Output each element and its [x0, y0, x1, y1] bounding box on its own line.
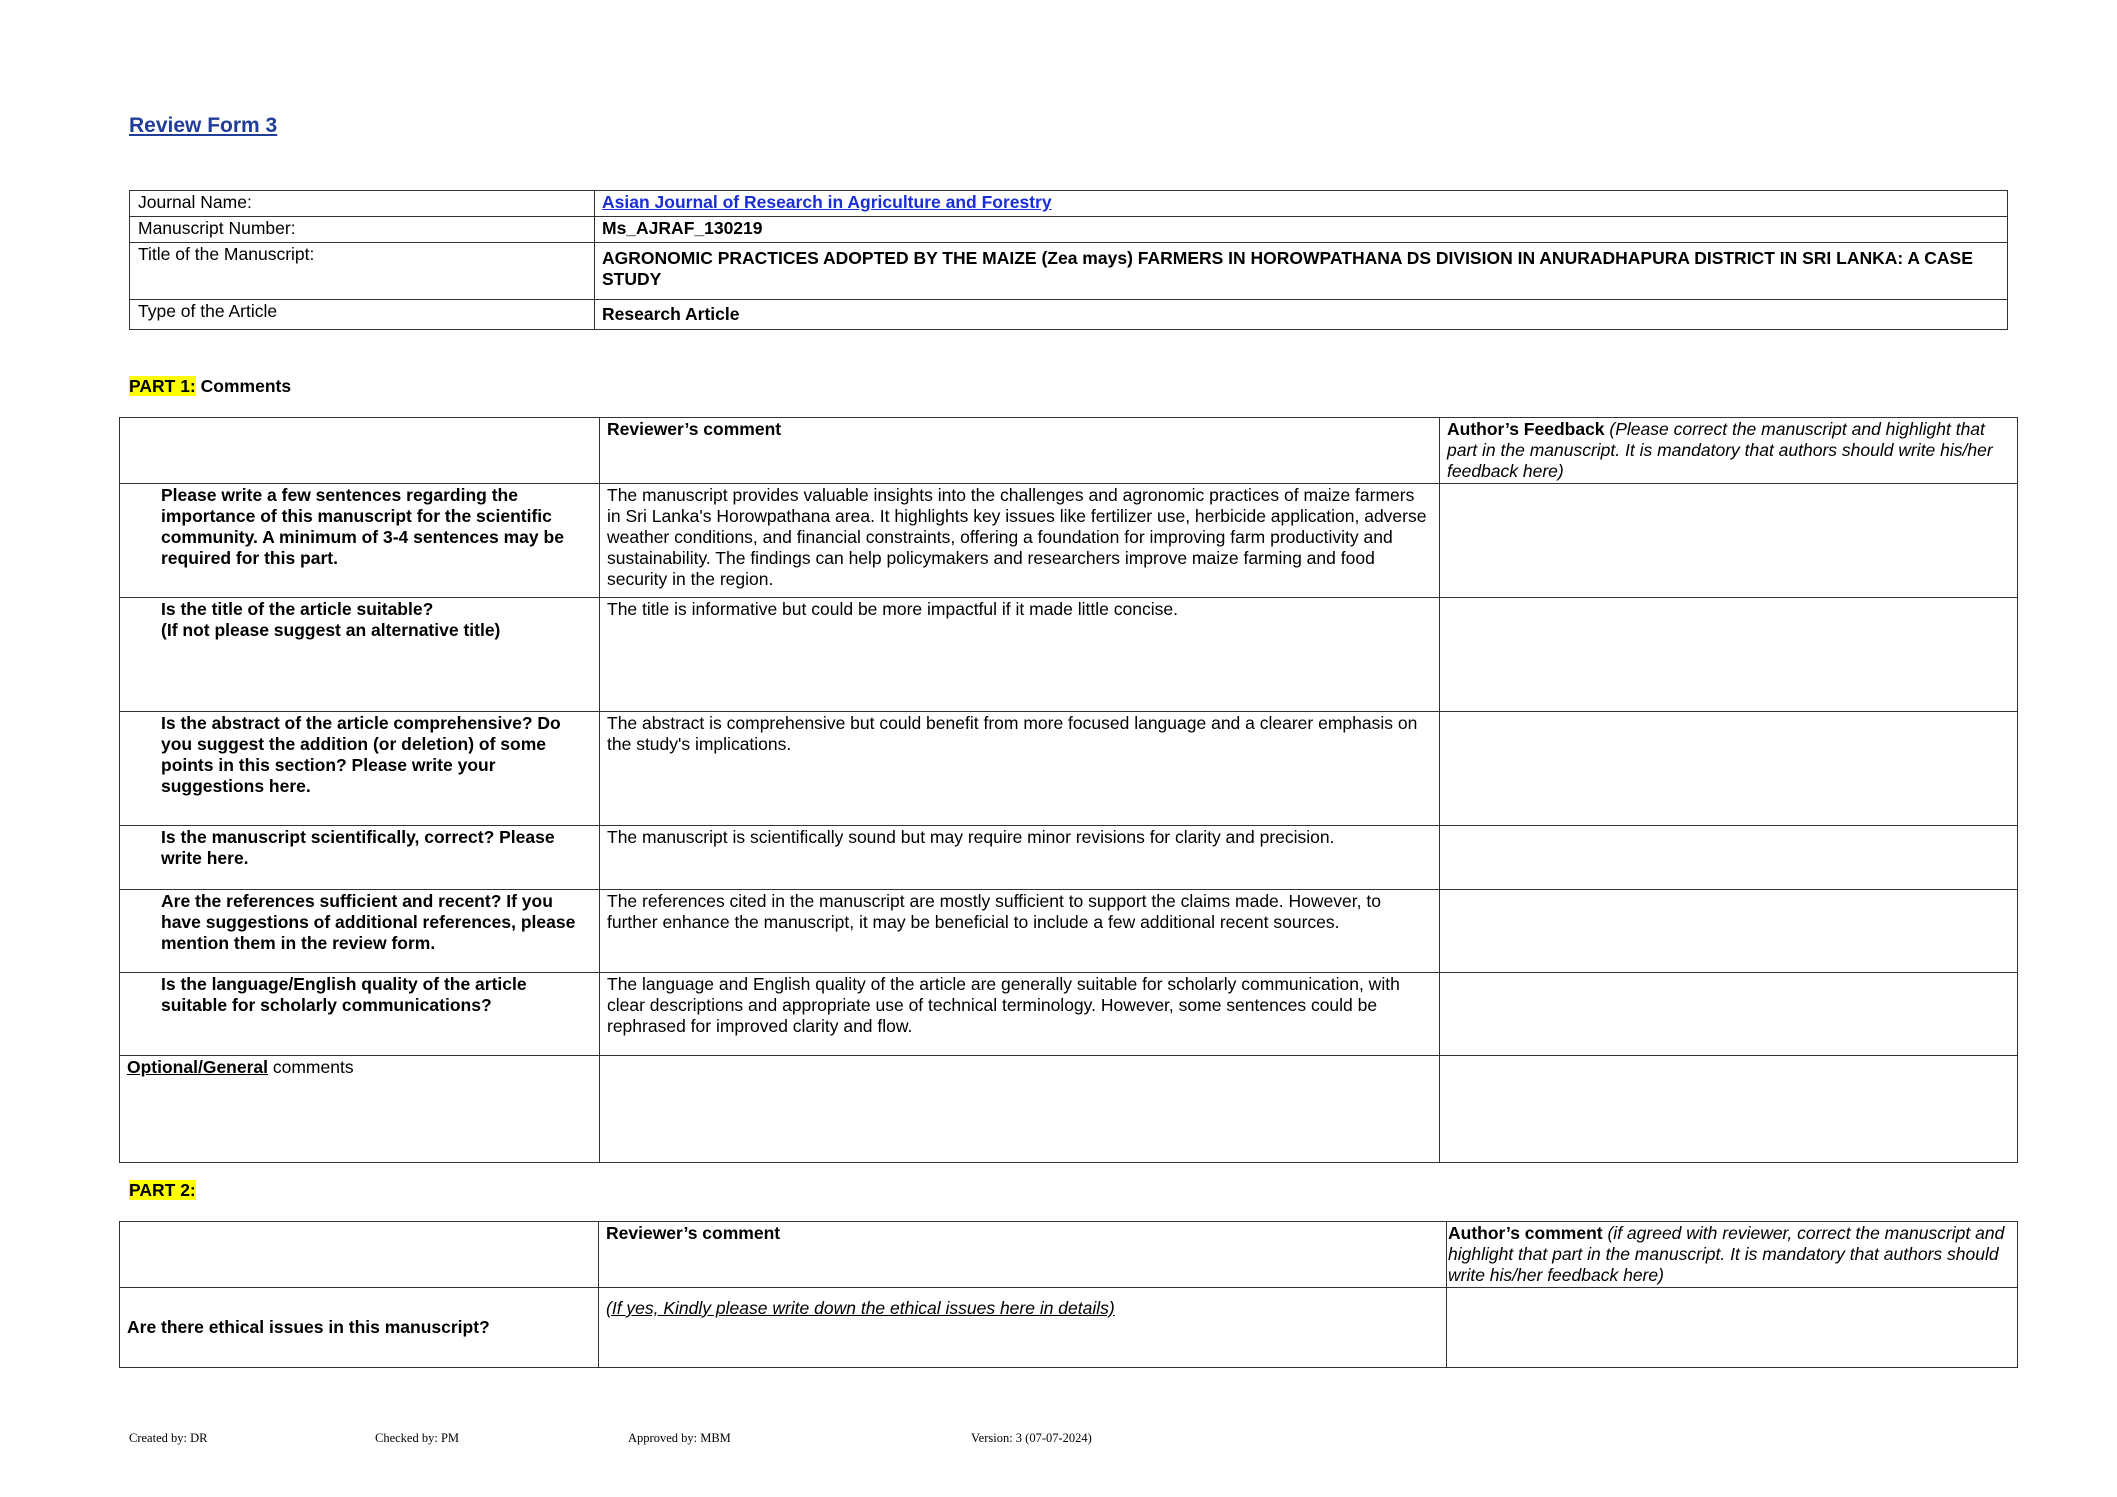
part2-author-header: [1447, 1222, 2018, 1288]
table-row: [120, 1288, 2018, 1368]
part1-reviewer-header: Reviewer’s comment: [600, 418, 1440, 484]
journal-link[interactable]: Asian Journal of Research in Agriculture and Forestry: [602, 192, 1052, 212]
manuscript-number-label: Manuscript Number:: [130, 217, 595, 243]
part1-heading: [129, 375, 291, 397]
manuscript-title-value: AGRONOMIC PRACTICES ADOPTED BY THE MAIZE (Zea mays) FARMERS IN HOROWPATHANA DS DIVISION IN ANURADHAPURA DISTRICT IN SRI LANKA: A CASE STUDY: [595, 243, 2008, 300]
part1-author-header-bold: Author’s Feedback: [1447, 419, 1605, 439]
article-type-label: Type of the Article: [130, 300, 595, 330]
question-title-line1: Is the title of the article suitable?: [161, 599, 434, 619]
part1-author-header: [1440, 418, 2018, 484]
question-language: Is the language/English quality of the article suitable for scholarly communications?: [120, 973, 600, 1056]
feedback-title[interactable]: [1440, 598, 2018, 712]
manuscript-number-value: Ms_AJRAF_130219: [595, 217, 2008, 243]
part2-table: [119, 1221, 2018, 1368]
comment-importance: The manuscript provides valuable insights into the challenges and agronomic practices of maize farmers in Sri Lanka's Horowpathana area. It highlights key issues like fertilizer use, herbicide application, adverse weather conditions, and financial constraints, offering a foundation for improving farm productivity and sustainability. The findings can help policymakers and researchers improve maize farming and food security in the region.: [600, 484, 1440, 598]
info-row-manuscript: [130, 217, 2008, 243]
question-title-line2: (If not please suggest an alternative title): [161, 620, 501, 640]
question-scientific: Is the manuscript scientifically, correct? Please write here.: [120, 826, 600, 890]
footer-version: Version: 3 (07-07-2024): [971, 1431, 1092, 1445]
footer-created: Created by: DR: [129, 1431, 208, 1445]
journal-value: [595, 191, 2008, 217]
journal-label: Journal Name:: [130, 191, 595, 217]
manuscript-info-table: [129, 190, 2008, 330]
comment-language: The language and English quality of the article are generally suitable for scholarly communication, with clear descriptions and appropriate use of technical terminology. However, some sentences could be rephrased for improved clarity and flow.: [600, 973, 1440, 1056]
comment-ethics: (If yes, Kindly please write down the ethical issues here in details): [599, 1288, 1447, 1368]
table-row: [120, 890, 2018, 973]
feedback-references[interactable]: [1440, 890, 2018, 973]
part1-header-empty: [120, 418, 600, 484]
part2-author-header-note: (if agreed with reviewer, correct the manuscript and highlight that part in the manuscript. It is mandatory that authors should write his/her feedback here): [1448, 1223, 2005, 1285]
table-row: [120, 712, 2018, 826]
part1-author-header-note: (Please correct the manuscript and highlight that part in the manuscript. It is mandatory that authors should write his/her feedback here): [1447, 419, 1993, 481]
manuscript-title-label: Title of the Manuscript:: [130, 243, 595, 300]
feedback-scientific[interactable]: [1440, 826, 2018, 890]
optional-comments-label: [120, 1056, 600, 1163]
info-row-title: [130, 243, 2008, 300]
table-row: [120, 1056, 2018, 1163]
info-row-journal: [130, 191, 2008, 217]
footer-approved: Approved by: MBM: [628, 1431, 731, 1445]
part2-label: PART 2:: [129, 1180, 196, 1200]
part1-label: PART 1:: [129, 376, 196, 396]
part1-label-suffix: Comments: [200, 376, 292, 396]
question-importance: Please write a few sentences regarding the importance of this manuscript for the scientific community. A minimum of 3-4 sentences may be required for this part.: [120, 484, 600, 598]
page-title: Review Form 3: [129, 114, 278, 137]
table-row: [120, 598, 2018, 712]
table-row: [120, 484, 2018, 598]
part2-heading: [129, 1179, 196, 1201]
feedback-language[interactable]: [1440, 973, 2018, 1056]
optional-feedback[interactable]: [1440, 1056, 2018, 1163]
optional-label-bold: Optional/General: [127, 1057, 268, 1077]
comment-references: The references cited in the manuscript are mostly sufficient to support the claims made. However, to further enhance the manuscript, it may be beneficial to include a few additional recent sources.: [600, 890, 1440, 973]
comment-title: The title is informative but could be more impactful if it made little concise.: [600, 598, 1440, 712]
comment-scientific: The manuscript is scientifically sound but may require minor revisions for clarity and precision.: [600, 826, 1440, 890]
table-row: [120, 973, 2018, 1056]
table-row: [120, 826, 2018, 890]
part1-header-row: [120, 418, 2018, 484]
info-row-type: [130, 300, 2008, 330]
footer-checked: Checked by: PM: [375, 1431, 460, 1445]
feedback-ethics[interactable]: [1447, 1288, 2018, 1368]
optional-comment[interactable]: [600, 1056, 1440, 1163]
question-ethics: Are there ethical issues in this manuscript?: [120, 1288, 599, 1368]
question-abstract: Is the abstract of the article comprehensive? Do you suggest the addition (or deletion) of some points in this section? Please write your suggestions here.: [120, 712, 600, 826]
feedback-abstract[interactable]: [1440, 712, 2018, 826]
part2-header-row: [120, 1222, 2018, 1288]
part1-table: [119, 417, 2018, 1163]
article-type-value: Research Article: [595, 300, 2008, 330]
optional-label-rest: comments: [268, 1057, 354, 1077]
feedback-importance[interactable]: [1440, 484, 2018, 598]
part2-author-header-bold: Author’s comment: [1448, 1223, 1603, 1243]
question-title: [120, 598, 600, 712]
comment-abstract: The abstract is comprehensive but could benefit from more focused language and a clearer emphasis on the study's implications.: [600, 712, 1440, 826]
part2-reviewer-header: Reviewer’s comment: [599, 1222, 1447, 1288]
part2-header-empty: [120, 1222, 599, 1288]
question-references: Are the references sufficient and recent? If you have suggestions of additional references, please mention them in the review form.: [120, 890, 600, 973]
